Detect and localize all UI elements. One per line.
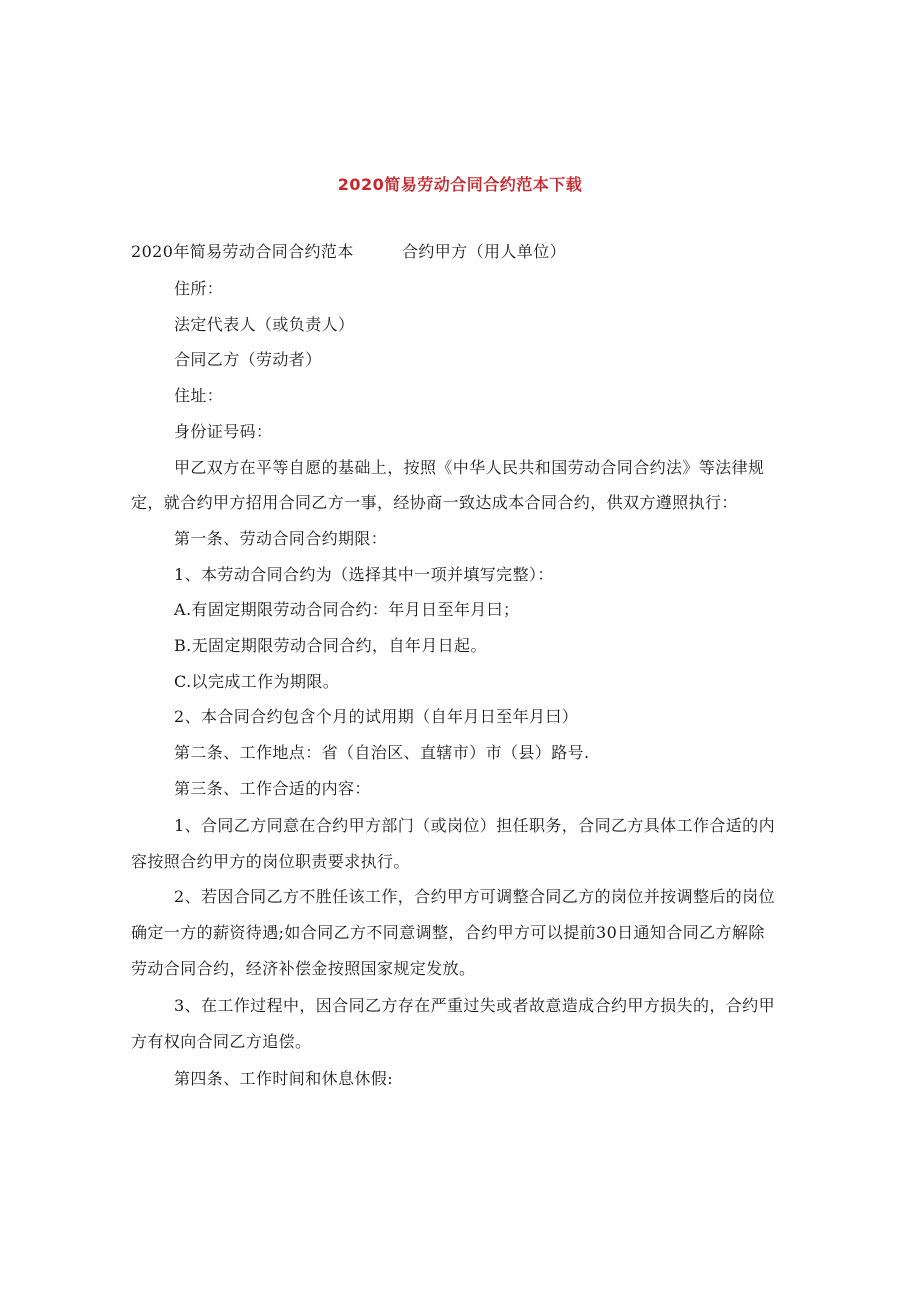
article-3-item-2-line-3: 劳动合同合约，经济补偿金按照国家规定发放。 bbox=[131, 959, 476, 978]
document-title: 2020简易劳动合同合约范本下载 bbox=[337, 175, 583, 194]
intro-contract-name: 2020年简易劳动合同合约范本 bbox=[131, 242, 354, 261]
article-4-heading: 第四条、工作时间和休息休假: bbox=[174, 1069, 393, 1088]
field-legal-representative: 法定代表人（或负责人） bbox=[174, 315, 355, 334]
article-3-item-2-line-2: 确定一方的薪资待遇;如合同乙方不同意调整，合约甲方可以提前30日通知合同乙方解除 bbox=[131, 923, 765, 942]
article-3-item-2-line-1: 2、若因合同乙方不胜任该工作，合约甲方可调整合同乙方的岗位并按调整后的岗位 bbox=[174, 887, 775, 906]
preamble-line-1: 甲乙双方在平等自愿的基础上，按照《中华人民共和国劳动合同合约法》等法律规 bbox=[174, 458, 765, 477]
article-1-option-b: B.无固定期限劳动合同合约，自年月日起。 bbox=[174, 636, 487, 655]
article-1-option-a: A.有固定期限劳动合同合约：年月日至年月曰； bbox=[174, 600, 520, 619]
article-1-option-c: C.以完成工作为期限。 bbox=[174, 672, 340, 691]
article-1-item-1: 1、本劳动合同合约为（选择其中一项并填写完整）： bbox=[174, 565, 554, 584]
article-3-item-3-line-1: 3、在工作过程中，因合同乙方存在严重过失或者故意造成合约甲方损失的，合约甲 bbox=[174, 996, 775, 1015]
article-3-item-3-line-2: 方有权向合同乙方追偿。 bbox=[131, 1032, 312, 1051]
intro-party-a-label: 合约甲方（用人单位） bbox=[402, 242, 567, 261]
article-1-item-2: 2、本合同合约包含个月的试用期（自年月日至年月曰） bbox=[174, 707, 579, 726]
article-3-heading: 第三条、工作合适的内容： bbox=[174, 779, 371, 798]
field-party-b: 合同乙方（劳动者） bbox=[174, 350, 322, 369]
field-address-party-a: 住所： bbox=[174, 279, 224, 298]
field-id-number: 身份证号码： bbox=[174, 422, 273, 441]
article-1-heading: 第一条、劳动合同合约期限： bbox=[174, 529, 388, 548]
article-2-heading: 第二条、工作地点：省（自治区、直辖市）市（县）路号. bbox=[174, 743, 590, 762]
preamble-line-2: 定，就合约甲方招用合同乙方一事，经协商一致达成本合同合约，供双方遵照执行： bbox=[131, 493, 738, 512]
article-3-item-1-line-1: 1、合同乙方同意在合约甲方部门（或岗位）担任职务，合同乙方具体工作合适的内 bbox=[174, 816, 775, 835]
field-address-party-b: 住址： bbox=[174, 386, 224, 405]
article-3-item-1-line-2: 容按照合约甲方的岗位职责要求执行。 bbox=[131, 852, 410, 871]
